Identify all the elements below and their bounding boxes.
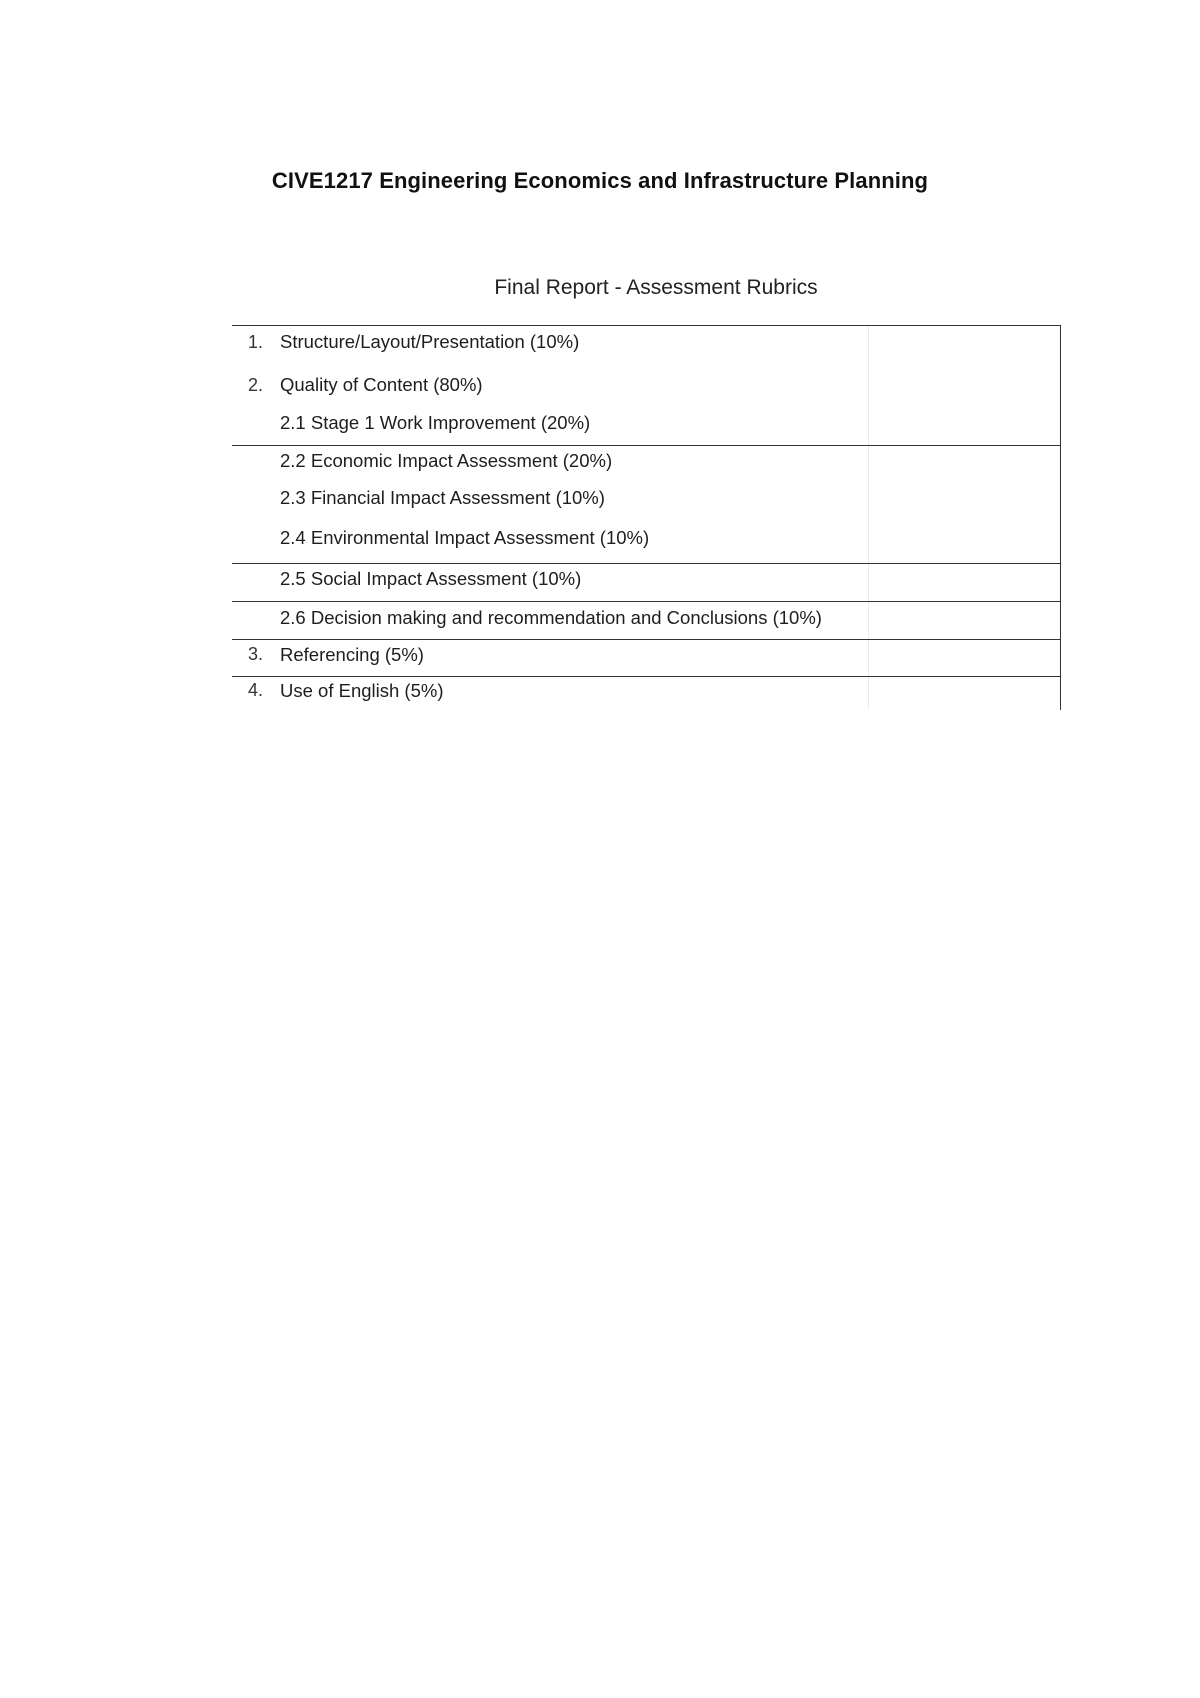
row-text: 2.3 Financial Impact Assessment (10%) (280, 487, 605, 508)
rubric-row-stage1 (232, 403, 1060, 445)
row-text: Structure/Layout/Presentation (10%) (280, 331, 580, 352)
row-text: 2.4 Environmental Impact Assessment (10%) (280, 527, 650, 548)
rubric-row-social (232, 563, 1060, 601)
row-text: 2.2 Economic Impact Assessment (20%) (280, 450, 613, 471)
row-text: Use of English (5%) (280, 680, 444, 701)
row-text: 2.1 Stage 1 Work Improvement (20%) (280, 412, 591, 433)
rubric-row-structure (232, 326, 1060, 364)
rubric-row-financial (232, 483, 1060, 522)
rubric-row-economic (232, 445, 1060, 483)
row-number: 4. (248, 680, 264, 700)
rubric-row-quality (232, 364, 1060, 403)
course-title: CIVE1217 Engineering Economics and Infrastructure Planning (271, 168, 929, 193)
row-text: 2.6 Decision making and recommendation and Conclusions (10%) (280, 607, 822, 628)
row-number: 1. (248, 332, 264, 352)
row-text: Quality of Content (80%) (280, 374, 483, 395)
row-number: 3. (248, 644, 264, 664)
rubric-row-referencing (232, 639, 1060, 676)
rubric-table (232, 325, 1061, 710)
row-text: Referencing (5%) (280, 644, 424, 665)
rubric-row-decision (232, 601, 1060, 639)
row-text: 2.5 Social Impact Assessment (10%) (280, 568, 582, 589)
row-number: 2. (248, 375, 264, 395)
document-subtitle: Final Report - Assessment Rubrics (494, 276, 818, 299)
rubric-row-environmental (232, 522, 1060, 563)
rubric-row-english (232, 676, 1060, 711)
